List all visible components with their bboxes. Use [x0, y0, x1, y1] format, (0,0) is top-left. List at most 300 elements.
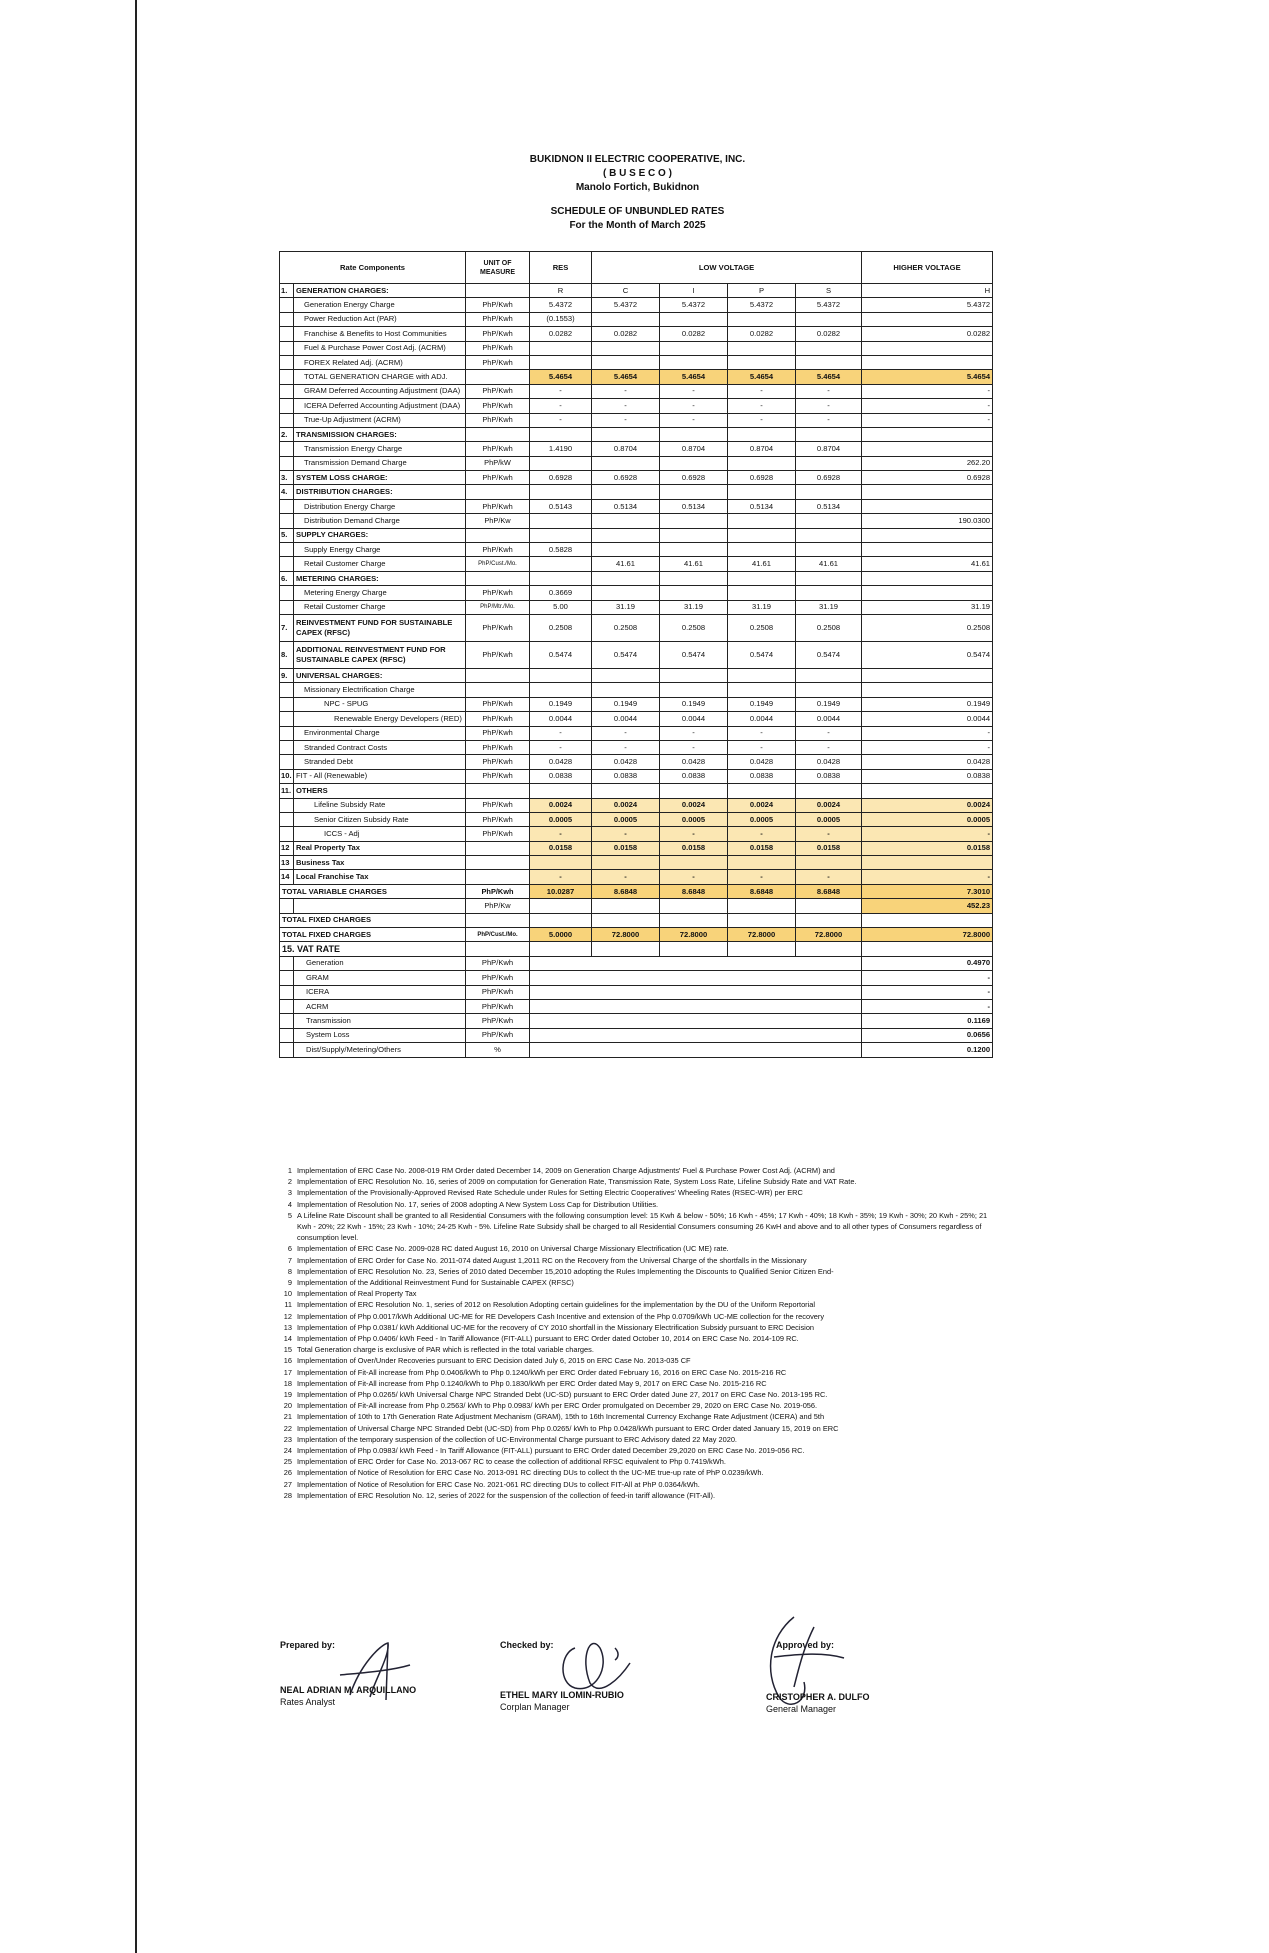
row-number: 10.	[280, 769, 294, 783]
rate-value	[728, 543, 796, 557]
rate-value	[530, 528, 592, 542]
rate-row	[280, 841, 993, 855]
rate-value: 0.0044	[796, 712, 862, 726]
rate-value: C	[592, 284, 660, 298]
rate-value	[660, 784, 728, 798]
rate-row	[280, 586, 993, 600]
footnote-text: Implementation of Notice of Resolution for ERC Case No. 2013-091 RC directing DUs to collect th the UC-ME true-up rate of PhP 0.0239/kWh.	[297, 1468, 764, 1478]
rate-value	[796, 355, 862, 369]
rate-value	[728, 784, 796, 798]
vat-label: Transmission	[294, 1014, 466, 1028]
rate-value	[728, 899, 796, 913]
rate-value	[660, 485, 728, 499]
document-header	[280, 153, 995, 233]
vat-unit: %	[466, 1043, 530, 1057]
rate-value: -	[660, 726, 728, 740]
footnote-text: Implementation of Real Property Tax	[297, 1289, 417, 1299]
rate-value	[728, 312, 796, 326]
rate-value: 5.4654	[660, 370, 728, 384]
rate-value	[592, 456, 660, 470]
rate-value: -	[592, 740, 660, 754]
vat-unit: PhP/Kwh	[466, 985, 530, 999]
rate-value: 0.5474	[862, 641, 993, 668]
rate-value: 5.4372	[530, 298, 592, 312]
rate-row	[280, 726, 993, 740]
row-number	[280, 514, 294, 528]
rate-value: 0.2508	[530, 614, 592, 641]
footnote-number: 12	[283, 1311, 292, 1321]
rate-row	[280, 697, 993, 711]
row-number	[280, 557, 294, 571]
rate-value: 0.2508	[796, 614, 862, 641]
vat-value: -	[862, 985, 993, 999]
rate-value	[862, 427, 993, 441]
rate-row	[280, 712, 993, 726]
rate-row	[280, 413, 993, 427]
unit-of-measure: PhP/Kwh	[466, 641, 530, 668]
rate-value	[660, 586, 728, 600]
rate-row	[280, 327, 993, 341]
rate-row	[280, 514, 993, 528]
rate-value: 5.4654	[592, 370, 660, 384]
rate-value	[728, 668, 796, 682]
rate-value	[592, 784, 660, 798]
unit-of-measure: PhP/Kwh	[466, 740, 530, 754]
vat-row	[280, 985, 993, 999]
rate-value	[728, 913, 796, 927]
unit-of-measure: PhP/Kwh	[466, 755, 530, 769]
rate-component-label: Real Property Tax	[294, 841, 466, 855]
rate-value: 0.1949	[592, 697, 660, 711]
vat-row	[280, 956, 993, 970]
rate-value: 0.6928	[862, 471, 993, 485]
rate-value: 0.0428	[728, 755, 796, 769]
rate-component-label: Retail Customer Charge	[294, 600, 466, 614]
row-number	[280, 740, 294, 754]
rate-component-label: Renewable Energy Developers (RED)	[294, 712, 466, 726]
rate-value	[530, 899, 592, 913]
footnote-number: 24	[283, 1446, 292, 1456]
unit-of-measure: PhP/Kwh	[466, 341, 530, 355]
rate-value	[530, 427, 592, 441]
rate-value	[530, 355, 592, 369]
unit-of-measure: PhP/Kwh	[466, 312, 530, 326]
footnote-item	[280, 1344, 992, 1355]
rate-row	[280, 600, 993, 614]
row-number	[280, 726, 294, 740]
unit-of-measure	[466, 668, 530, 682]
rate-value: 0.0838	[592, 769, 660, 783]
rate-row	[280, 456, 993, 470]
rate-value: 0.0282	[530, 327, 592, 341]
schedule-period: For the Month of March 2025	[569, 220, 706, 231]
header-rate-components: Rate Components	[280, 252, 466, 284]
unit-of-measure: PhP/Kwh	[466, 543, 530, 557]
rate-value	[728, 528, 796, 542]
rate-value: 41.61	[728, 557, 796, 571]
vat-value: 0.0656	[862, 1028, 993, 1042]
rate-row	[280, 683, 993, 697]
footnote-text: Implementation of the Provisionally-Approved Revised Rate Schedule under Rules for Setting Electric Cooperatives' Wheeling Rates (RSEC-WR) per ERC	[297, 1188, 803, 1198]
rate-component-label: Fuel & Purchase Power Cost Adj. (ACRM)	[294, 341, 466, 355]
rate-value: 0.5134	[660, 499, 728, 513]
rate-value	[862, 485, 993, 499]
rate-value: -	[862, 827, 993, 841]
footnote-item	[280, 1255, 992, 1266]
rate-value	[660, 856, 728, 870]
rate-value: -	[862, 740, 993, 754]
vat-empty-cell	[796, 942, 862, 956]
rate-value	[862, 913, 993, 927]
footnote-text: Implementation of Notice of Resolution for ERC Case No. 2021-061 RC directing DUs to collect FIT-All at PhP 0.0364/kWh.	[297, 1479, 700, 1489]
rate-value: -	[592, 870, 660, 884]
vat-row-number	[280, 999, 294, 1013]
rate-row	[280, 471, 993, 485]
rate-value: 0.6928	[728, 471, 796, 485]
footnote-number: 1	[287, 1166, 292, 1175]
footnote-text: Implementation of the Additional Reinvestment Fund for Sustainable CAPEX (RFSC)	[297, 1278, 574, 1288]
rate-value: -	[728, 399, 796, 413]
rate-component-label: OTHERS	[294, 784, 466, 798]
rate-value: -	[592, 384, 660, 398]
footnotes	[280, 1165, 992, 1501]
vat-blank	[530, 956, 862, 970]
rate-row	[280, 755, 993, 769]
footnote-number: 23	[283, 1434, 292, 1444]
unit-of-measure: PhP/Kwh	[466, 798, 530, 812]
unit-of-measure: PhP/Kwh	[466, 697, 530, 711]
unit-of-measure: PhP/Kwh	[466, 355, 530, 369]
rate-value: 0.5474	[592, 641, 660, 668]
checked-label: Checked by:	[500, 1640, 554, 1650]
footnote-text: Implementation of ERC Order for Case No. 2013-067 RC to cease the collection of additional RFSC equivalent to Php 0.7419/kWh.	[297, 1457, 726, 1467]
rate-value: 0.5474	[728, 641, 796, 668]
rate-value: R	[530, 284, 592, 298]
footnote-item	[280, 1467, 992, 1478]
row-number	[280, 413, 294, 427]
vat-empty-cell	[466, 942, 530, 956]
rate-value: 0.6928	[796, 471, 862, 485]
rate-value	[660, 456, 728, 470]
rate-value: 5.4654	[728, 370, 796, 384]
vat-label: ICERA	[294, 985, 466, 999]
footnote-item	[280, 1322, 992, 1333]
checked-by-block	[500, 1640, 700, 1720]
row-number: 11.	[280, 784, 294, 798]
rate-value	[796, 683, 862, 697]
rate-value	[530, 683, 592, 697]
rate-component-label: Senior Citizen Subsidy Rate	[294, 812, 466, 826]
rate-value: -	[660, 740, 728, 754]
rate-value: 0.2508	[862, 614, 993, 641]
vat-blank	[530, 1043, 862, 1057]
unit-of-measure: PhP/Kwh	[466, 384, 530, 398]
footnote-item	[280, 1411, 992, 1422]
row-number	[280, 798, 294, 812]
rate-value: 0.0044	[728, 712, 796, 726]
footnote-item	[280, 1378, 992, 1389]
vat-value: -	[862, 999, 993, 1013]
rate-value	[796, 586, 862, 600]
rate-component-label: TOTAL VARIABLE CHARGES	[280, 884, 466, 898]
row-number	[280, 697, 294, 711]
rate-component-label: TOTAL FIXED CHARGES	[280, 913, 466, 927]
rate-component-label: TOTAL FIXED CHARGES	[280, 928, 466, 942]
footnote-item	[280, 1199, 992, 1210]
footnote-text: Implementation of Php 0.0406/ kWh Feed - In Tariff Allowance (FIT-ALL) pursuant to ERC Order dated October 10, 2014 on ERC Case No. 2014-109 RC.	[297, 1334, 799, 1344]
rate-value: 0.0158	[660, 841, 728, 855]
vat-value: 0.4970	[862, 956, 993, 970]
rate-value	[530, 485, 592, 499]
rate-value: 41.61	[796, 557, 862, 571]
rate-value	[660, 427, 728, 441]
footnote-number: 13	[283, 1322, 292, 1332]
rate-value: -	[728, 726, 796, 740]
rate-value	[592, 683, 660, 697]
rate-value: -	[796, 399, 862, 413]
footnote-number: 7	[287, 1255, 292, 1265]
footnote-text: Implementation of Fit-All increase from Php 0.1240/kWh to Php 0.1830/kWh per ERC Order dated May 9, 2017 on ERC Case No. 2015-216 RC	[297, 1378, 767, 1388]
rate-value: -	[660, 413, 728, 427]
rate-value	[862, 499, 993, 513]
footnote-text: Implementation of ERC Case No. 2009-028 RC dated August 16, 2010 on Universal Charge Missionary Electrification (UC ME) rate.	[297, 1244, 729, 1254]
footnote-item	[280, 1423, 992, 1434]
vat-empty-cell	[862, 942, 993, 956]
rate-value	[660, 683, 728, 697]
rate-value: -	[660, 870, 728, 884]
rate-component-label: SUPPLY CHARGES:	[294, 528, 466, 542]
rate-value: 0.5474	[796, 641, 862, 668]
footnote-item	[280, 1210, 992, 1244]
rate-value: 0.0024	[660, 798, 728, 812]
rate-row	[280, 812, 993, 826]
rate-value	[728, 586, 796, 600]
rate-value	[592, 856, 660, 870]
rate-value: 0.0005	[592, 812, 660, 826]
rate-row	[280, 557, 993, 571]
rate-row	[280, 899, 993, 913]
row-number: 8.	[280, 641, 294, 668]
rate-component-label: ADDITIONAL REINVESTMENT FUND FOR SUSTAINABLE CAPEX (RFSC)	[294, 641, 466, 668]
rate-component-label: Stranded Contract Costs	[294, 740, 466, 754]
rate-row	[280, 827, 993, 841]
checked-title: Corplan Manager	[500, 1702, 570, 1712]
rate-value: 0.0158	[728, 841, 796, 855]
vat-row-number	[280, 1043, 294, 1057]
rate-value: -	[728, 827, 796, 841]
rate-value: S	[796, 284, 862, 298]
rate-component-label: Retail Customer Charge	[294, 557, 466, 571]
vat-unit: PhP/Kwh	[466, 999, 530, 1013]
rate-value: 0.0282	[796, 327, 862, 341]
rate-value: 41.61	[862, 557, 993, 571]
vat-label: System Loss	[294, 1028, 466, 1042]
rate-value: P	[728, 284, 796, 298]
rate-value: 0.6928	[660, 471, 728, 485]
rate-value: 5.4654	[796, 370, 862, 384]
rate-value	[728, 683, 796, 697]
rate-value: 0.0282	[728, 327, 796, 341]
rate-value: -	[862, 413, 993, 427]
rate-value	[862, 784, 993, 798]
rate-value: 0.0044	[660, 712, 728, 726]
rate-value: 0.8704	[796, 442, 862, 456]
unit-of-measure: PhP/Kwh	[466, 712, 530, 726]
rate-component-label: REINVESTMENT FUND FOR SUSTAINABLE CAPEX (RFSC)	[294, 614, 466, 641]
vat-row	[280, 999, 993, 1013]
rate-value: -	[660, 827, 728, 841]
rate-value: 0.0428	[530, 755, 592, 769]
footnote-item	[280, 1367, 992, 1378]
row-number	[280, 499, 294, 513]
rate-row	[280, 641, 993, 668]
vat-blank	[530, 971, 862, 985]
rate-value	[862, 442, 993, 456]
footnote-item	[280, 1165, 992, 1176]
unit-of-measure: PhP/Kwh	[466, 327, 530, 341]
footnote-item	[280, 1490, 992, 1501]
rate-row	[280, 928, 993, 942]
footnote-number: 27	[283, 1479, 292, 1489]
rate-value: I	[660, 284, 728, 298]
rate-row	[280, 913, 993, 927]
row-number: 13	[280, 856, 294, 870]
rate-value	[796, 668, 862, 682]
row-number: 6.	[280, 571, 294, 585]
prepared-by-block	[280, 1640, 480, 1715]
vat-blank	[530, 985, 862, 999]
rate-value	[660, 341, 728, 355]
rate-value	[592, 543, 660, 557]
footnote-text: Implementation of Php 0.0017/kWh Additional UC-ME for RE Developers Cash Incentive and extension of the Php 0.0709/kWh UC-ME collection for the recovery	[297, 1311, 825, 1321]
rate-value: -	[530, 726, 592, 740]
rate-value	[728, 485, 796, 499]
rate-value: 0.0158	[530, 841, 592, 855]
rate-value: 0.0024	[796, 798, 862, 812]
rate-value	[592, 913, 660, 927]
rate-value	[728, 355, 796, 369]
rate-value: -	[660, 399, 728, 413]
rate-value: 0.0044	[862, 712, 993, 726]
vat-row	[280, 971, 993, 985]
footnote-item	[280, 1434, 992, 1445]
rate-value: 72.8000	[862, 928, 993, 942]
footnote-number: 6	[287, 1244, 292, 1254]
rate-value: -	[592, 726, 660, 740]
approved-by-block	[766, 1640, 966, 1720]
rate-value	[530, 341, 592, 355]
vat-empty-cell	[592, 942, 660, 956]
rate-component-label: METERING CHARGES:	[294, 571, 466, 585]
row-number	[280, 683, 294, 697]
rate-row	[280, 485, 993, 499]
rate-value	[530, 571, 592, 585]
rate-value: -	[862, 399, 993, 413]
rate-component-label: TOTAL GENERATION CHARGE with ADJ.	[294, 370, 466, 384]
rate-value	[796, 913, 862, 927]
rate-row	[280, 614, 993, 641]
rate-value: 8.6848	[592, 884, 660, 898]
rate-value	[660, 355, 728, 369]
rate-value: 0.1949	[728, 697, 796, 711]
rate-value	[592, 312, 660, 326]
prepared-name: NEAL ADRIAN M. ARQUILLANO	[280, 1685, 417, 1695]
row-number	[280, 298, 294, 312]
unit-of-measure	[466, 856, 530, 870]
rate-row	[280, 499, 993, 513]
rate-row	[280, 370, 993, 384]
rate-value: 31.19	[796, 600, 862, 614]
rate-value: 0.0838	[530, 769, 592, 783]
vat-row	[280, 1014, 993, 1028]
rate-row	[280, 769, 993, 783]
row-number	[280, 812, 294, 826]
footnote-item	[280, 1243, 992, 1254]
rate-value: 0.6928	[592, 471, 660, 485]
rate-value: 0.8704	[660, 442, 728, 456]
rate-value: 5.4372	[796, 298, 862, 312]
footnote-number: 10	[283, 1289, 292, 1299]
rate-value: 8.6848	[728, 884, 796, 898]
rate-value	[728, 427, 796, 441]
rate-value: 0.2508	[592, 614, 660, 641]
footnote-item	[280, 1299, 992, 1310]
header-higher-voltage: HIGHER VOLTAGE	[862, 252, 993, 284]
rate-value	[796, 341, 862, 355]
rate-value: 0.5828	[530, 543, 592, 557]
rate-value	[530, 784, 592, 798]
rate-value: 0.0838	[728, 769, 796, 783]
row-number: 9.	[280, 668, 294, 682]
unit-of-measure: PhP/Kwh	[466, 614, 530, 641]
unit-of-measure: PhP/Kwh	[466, 726, 530, 740]
rate-value: 5.4372	[592, 298, 660, 312]
footnote-number: 8	[287, 1266, 292, 1276]
rate-value: 0.0024	[592, 798, 660, 812]
rate-value: -	[530, 413, 592, 427]
unit-of-measure: PhP/Kwh	[466, 586, 530, 600]
rate-value: 0.2508	[660, 614, 728, 641]
vat-blank	[530, 999, 862, 1013]
rate-row	[280, 870, 993, 884]
rate-value: 0.0024	[530, 798, 592, 812]
vat-row-number	[280, 956, 294, 970]
footnote-item	[280, 1266, 992, 1277]
footnote-text: Implentation of the temporary suspension of the collection of UC-Environmental Charge pursuant to ERC Advisory dated 22 May 2020.	[297, 1434, 737, 1444]
rate-value: -	[862, 726, 993, 740]
rate-value	[862, 571, 993, 585]
rate-value	[592, 341, 660, 355]
row-number: 3.	[280, 471, 294, 485]
rate-row	[280, 798, 993, 812]
rate-value: -	[796, 740, 862, 754]
unit-of-measure: PhP/Kwh	[466, 471, 530, 485]
footnote-text: Implementation of Fit-All increase from Php 0.2563/ kWh to Php 0.0983/ kWh per ERC Order promulgated on December 29, 2020 on ERC Case No. 2019-056.	[297, 1401, 818, 1411]
rate-value	[796, 571, 862, 585]
rate-component-label: Lifeline Subsidy Rate	[294, 798, 466, 812]
rate-component-label: SYSTEM LOSS CHARGE:	[294, 471, 466, 485]
rate-value: 5.0000	[530, 928, 592, 942]
rate-value: 5.4654	[862, 370, 993, 384]
rate-component-label: NPC - SPUG	[294, 697, 466, 711]
rate-value	[592, 528, 660, 542]
rate-component-label: Business Tax	[294, 856, 466, 870]
rate-value: 0.0282	[592, 327, 660, 341]
rate-row	[280, 668, 993, 682]
header-res: RES	[530, 252, 592, 284]
row-number	[280, 755, 294, 769]
rate-value	[862, 668, 993, 682]
